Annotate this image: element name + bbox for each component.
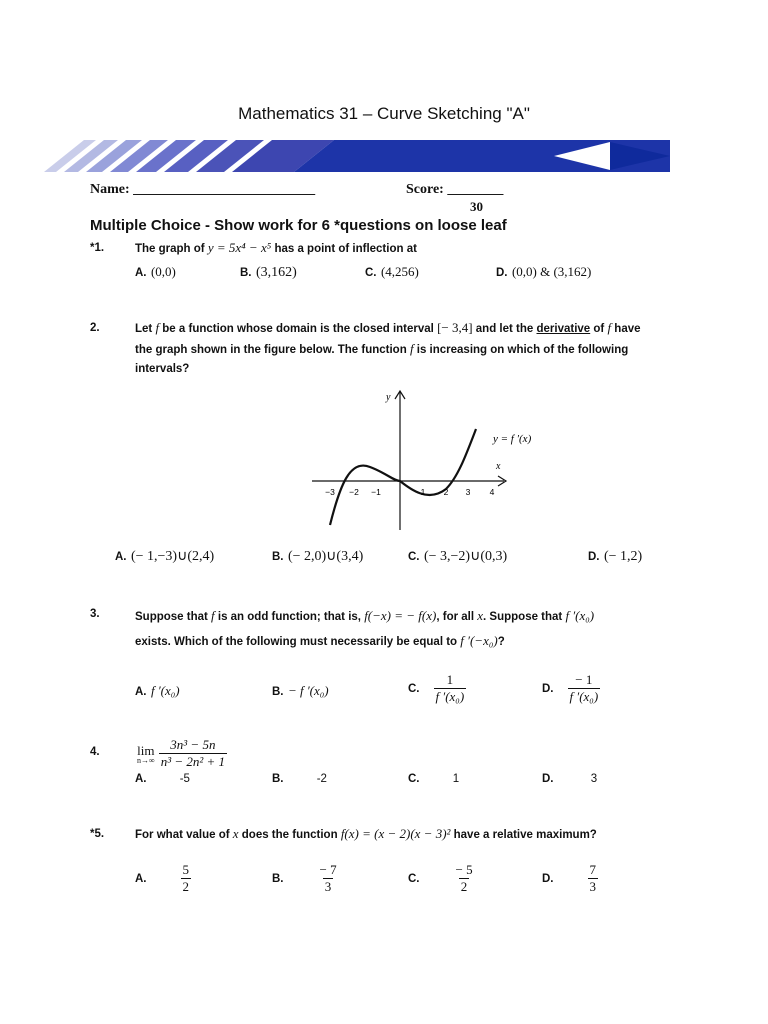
q3-option-b[interactable]: B. − f ′(x₀) [272,683,329,698]
q1-option-c[interactable]: C. (4,256) [365,264,419,279]
question-5-math: f(x) = (x − 2)(x − 3)² [340,826,451,841]
question-1-number: *1. [90,242,105,254]
question-3-number: 3. [90,608,100,620]
q2-option-d[interactable]: D. (− 1,2) [588,549,643,564]
question-5-number: *5. [90,828,105,840]
score-field-label: Score: ________ [406,182,504,197]
q2-option-b[interactable]: B. (− 2,0)∪(3,4) [272,549,364,564]
question-2-text: Let f be a function whose domain is the closed interval [− 3,4] and let the derivative of f have the graph shown in the figure below. The function f is increasing on which of the following intervals? [135,320,641,375]
x-tick-label: −3 [325,487,335,497]
q4-option-a[interactable]: A. -5 [135,773,190,785]
header-banner [44,138,670,178]
q3-option-c[interactable]: C. $\frac{1}{\text{f ′(x₀)}}$ [408,672,465,704]
q2-option-c[interactable]: C. (− 3,−2)∪(0,3) [408,549,508,564]
q5-option-b[interactable]: B. $\frac{- 7}{3}$ [272,862,337,894]
derivative-graph [300,385,532,535]
x-tick-label: −1 [371,487,381,497]
derivative-curve [330,429,476,525]
q1-option-a[interactable]: A. (0,0) [135,264,176,279]
q3-option-d[interactable]: D. $\frac{- 1}{\text{f ′(x₀)}}$ [542,672,599,704]
q5-option-c[interactable]: C. $\frac{- 5}{2}$ [408,862,473,894]
score-total: 30 [470,199,483,214]
q5-option-a[interactable]: A. $\frac{5}{2}$ [135,862,189,894]
curve-label: y = f ′(x) [493,433,532,445]
question-4-limit: lim n→∞ $\frac{\text{3n³ − 5n}}{\text{n³ − 2n² + 1}}$ [137,737,226,769]
x-tick-label: 3 [465,487,471,497]
question-5-text: For what value of x does the function f(x) = (x − 2)(x − 3)² have a relative maximum? [135,826,597,841]
question-3-text: Suppose that f is an odd function; that is, f(−x) = − f(x), for all x. Suppose that f ′(x₀) exists. Which of the following must necessarily be equal to f ′(−x₀)? [135,608,595,648]
q1-option-d[interactable]: D. (0,0) & (3,162) [496,264,592,279]
question-1-text: The graph of y = 5x⁴ − x⁵ has a point of inflection at [135,240,417,255]
x-tick-label: 4 [489,487,495,497]
q1-option-b[interactable]: B. (3,162) [240,265,297,280]
q4-option-c[interactable]: C. 1 [408,773,460,785]
q2-option-a[interactable]: A. (− 1,−3)∪(2,4) [115,549,215,564]
page-title: Mathematics 31 – Curve Sketching "A" [238,104,530,123]
x-tick-label: −2 [349,487,359,497]
x-tick-label: 1 [420,487,426,497]
x-axis-label: x [496,461,501,472]
x-tick-label: 2 [443,487,449,497]
y-axis-label: y [386,392,391,403]
name-field-label: Name: __________________________ [90,182,316,197]
q5-option-d[interactable]: D. $\frac{7}{3}$ [542,862,596,894]
question-1-math: y = 5x⁴ − x⁵ [207,240,272,255]
q4-option-d[interactable]: D. 3 [542,773,598,785]
section-title: Multiple Choice - Show work for 6 *questions on loose leaf [90,217,507,234]
question-2-number: 2. [90,322,100,334]
q3-option-a[interactable]: A. f ′(x₀) [135,683,180,698]
question-4-number: 4. [90,746,100,758]
q4-option-b[interactable]: B. -2 [272,773,327,785]
